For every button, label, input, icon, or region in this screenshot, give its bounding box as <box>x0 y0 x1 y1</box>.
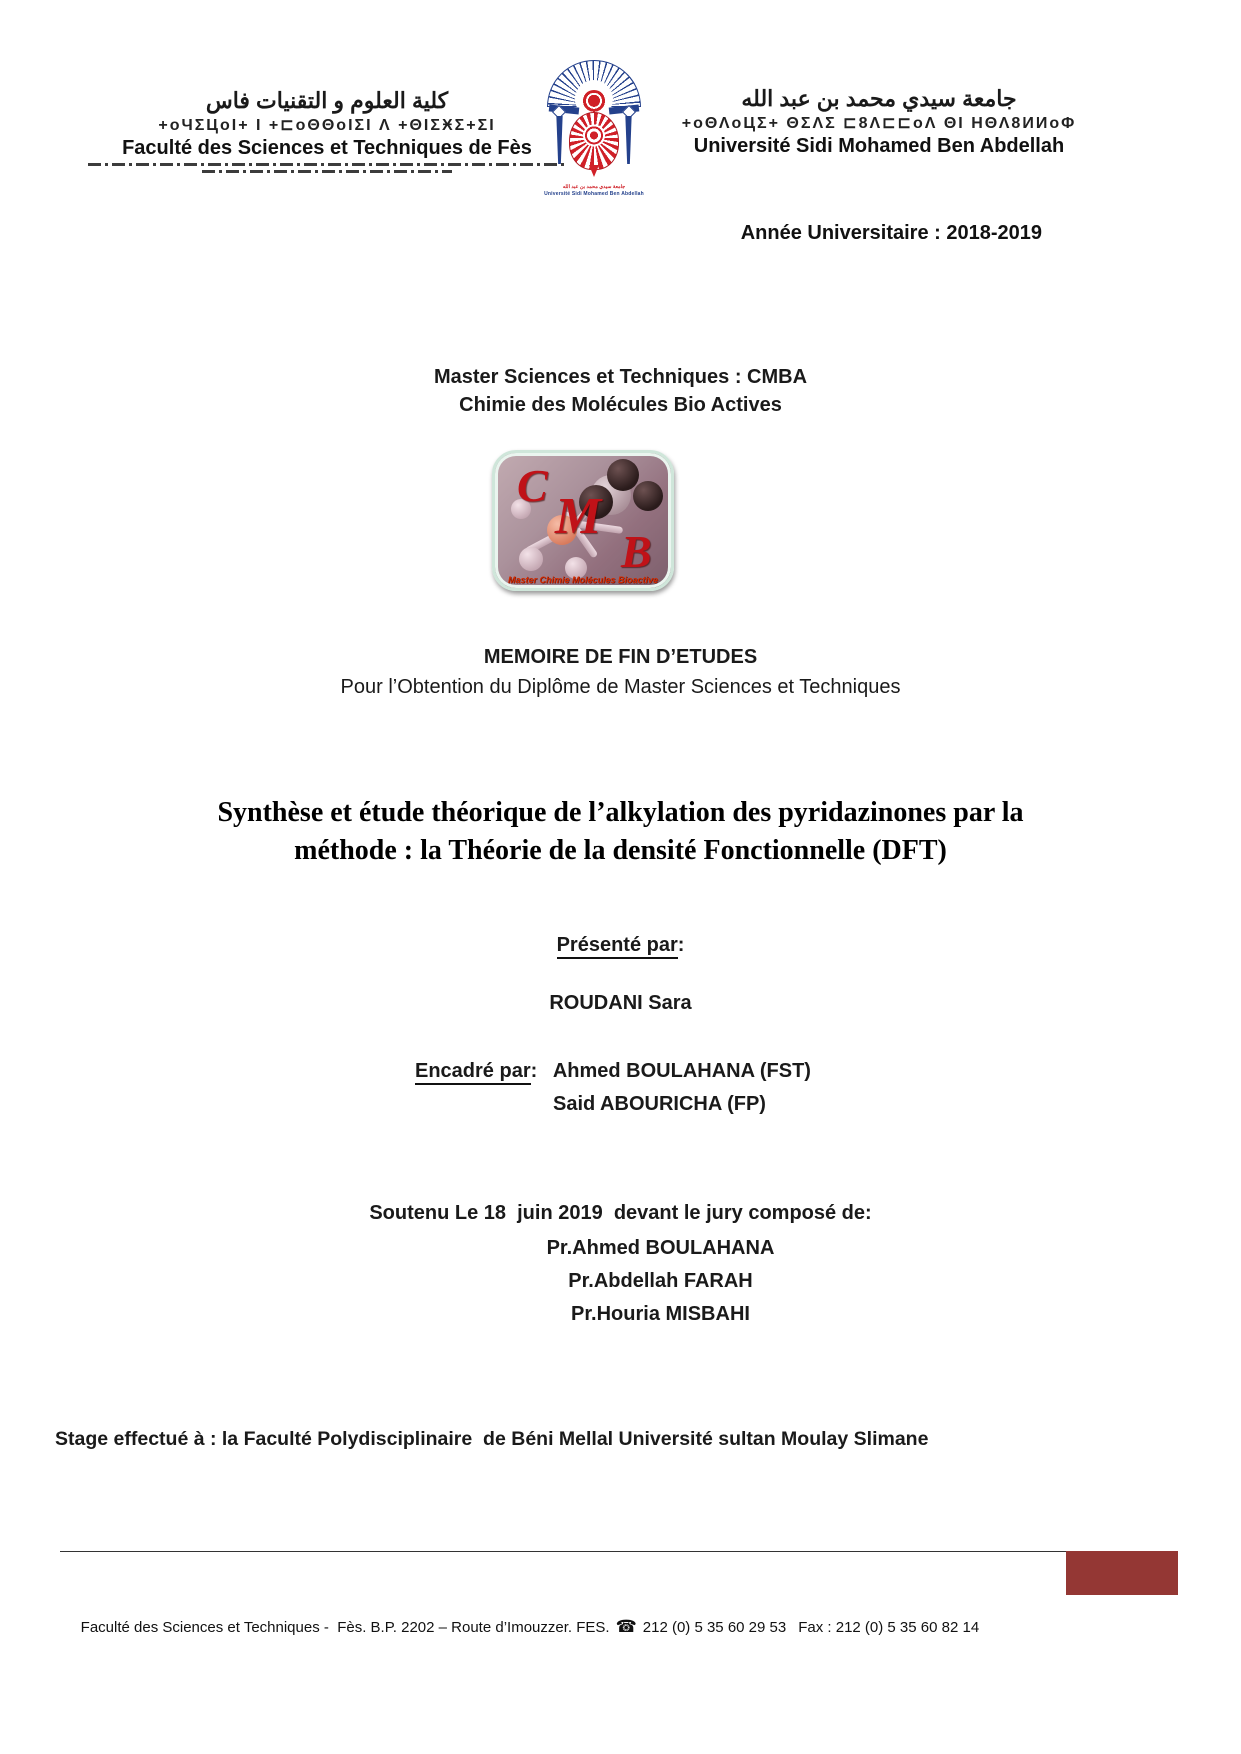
footer-divider <box>60 1551 1066 1552</box>
footer-accent-rectangle <box>1066 1551 1178 1595</box>
program-subtitle: Chimie des Molécules Bio Actives <box>459 394 782 416</box>
jury-member: Pr.Houria MISBAHI <box>571 1303 750 1325</box>
molecule-atom <box>519 547 543 571</box>
supervised-by-colon: : <box>530 1060 538 1082</box>
author-name: ROUDANI Sara <box>549 992 692 1014</box>
thesis-title <box>60 794 1181 870</box>
thesis-title-line1: Synthèse et étude théorique de l’alkylation des pyridazinones par la <box>217 797 1024 828</box>
academic-year-line: Année Universitaire : 2018-2019 <box>740 222 1042 244</box>
faculty-header-block <box>88 86 566 173</box>
molecule-atom <box>633 481 663 511</box>
jury-member: Pr.Ahmed BOULAHANA <box>546 1237 775 1259</box>
university-header-block <box>648 84 1110 158</box>
cmb-program-logo <box>492 450 674 591</box>
cmb-logo-caption: Master Chimie Molécules Bioactive <box>507 575 659 585</box>
presented-by-label: Présenté par <box>557 934 678 959</box>
jury-member: Pr.Abdellah FARAH <box>568 1270 753 1292</box>
university-name-french: Université Sidi Mohamed Ben Abdellah <box>693 135 1065 157</box>
internship-location-line: Stage effectué à : la Faculté Polydisciplinaire de Béni Mellal Université sultan Moulay Slimane <box>55 1428 929 1450</box>
emblem-right-torch-icon <box>624 116 633 164</box>
supervised-by-label: Encadré par <box>415 1060 531 1085</box>
program-title: Master Sciences et Techniques : CMBA <box>433 366 808 388</box>
footer-contact-line <box>64 1600 1184 1654</box>
presented-by-heading <box>0 934 1241 957</box>
emblem-medallion-icon <box>569 112 619 170</box>
footer-address: Faculté des Sciences et Techniques - Fès. B.P. 2202 – Route d’Imouzzer. FES. <box>80 1619 610 1636</box>
emblem-caption-french: Université Sidi Mohamed Ben Abdellah <box>544 191 644 197</box>
emblem-caption-arabic: جامعة سيدي محمد بن عبد الله <box>562 184 626 190</box>
memoire-title: MEMOIRE DE FIN D’ETUDES <box>483 646 758 668</box>
supervisor-2: Said ABOURICHA (FP) <box>553 1093 766 1115</box>
emblem-center-dot-icon <box>582 90 606 114</box>
faculty-name-tifinagh: +oЧΣЦoI+ I +⊏oΘΘoIΣI Λ +ΘIΣӾΣ+ΣI <box>158 117 496 134</box>
footer-fax: Fax : 212 (0) 5 35 60 82 14 <box>798 1619 980 1636</box>
faculty-name-french: Faculté des Sciences et Techniques de Fès <box>122 137 532 159</box>
supervisors-block <box>415 1060 1115 1083</box>
molecule-atom <box>607 459 639 491</box>
decorative-dash-line <box>88 163 566 166</box>
university-name-tifinagh: +oΘΛoЦΣ+ ΘΣΛΣ ⊏8Λ⊏⊏oΛ ΘI HΘΛ8ИИoΦ <box>681 115 1077 132</box>
footer-phone: 212 (0) 5 35 60 29 53 <box>642 1619 787 1636</box>
cmb-letter-c: C <box>517 460 548 511</box>
presented-by-colon: : <box>677 934 685 956</box>
decorative-dash-line-short <box>202 170 452 173</box>
cmb-letter-b: B <box>621 526 652 577</box>
supervisor-1: Ahmed BOULAHANA (FST) <box>552 1060 811 1082</box>
cmb-letter-m: M <box>555 488 602 545</box>
phone-icon: ☎ <box>615 1617 637 1636</box>
university-name-arabic: جامعة سيدي محمد بن عبد الله <box>741 86 1017 111</box>
defense-intro-line: Soutenu Le 18 juin 2019 devant le jury composé de: <box>369 1202 872 1224</box>
thesis-title-line2: méthode : la Théorie de la densité Fonctionnelle (DFT) <box>294 835 947 866</box>
emblem-left-torch-icon <box>555 116 564 164</box>
memoire-subtitle: Pour l’Obtention du Diplôme de Master Sciences et Techniques <box>340 676 901 698</box>
faculty-name-arabic: كلية العلوم و التقنيات فاس <box>205 88 449 113</box>
university-emblem-logo <box>543 60 645 202</box>
